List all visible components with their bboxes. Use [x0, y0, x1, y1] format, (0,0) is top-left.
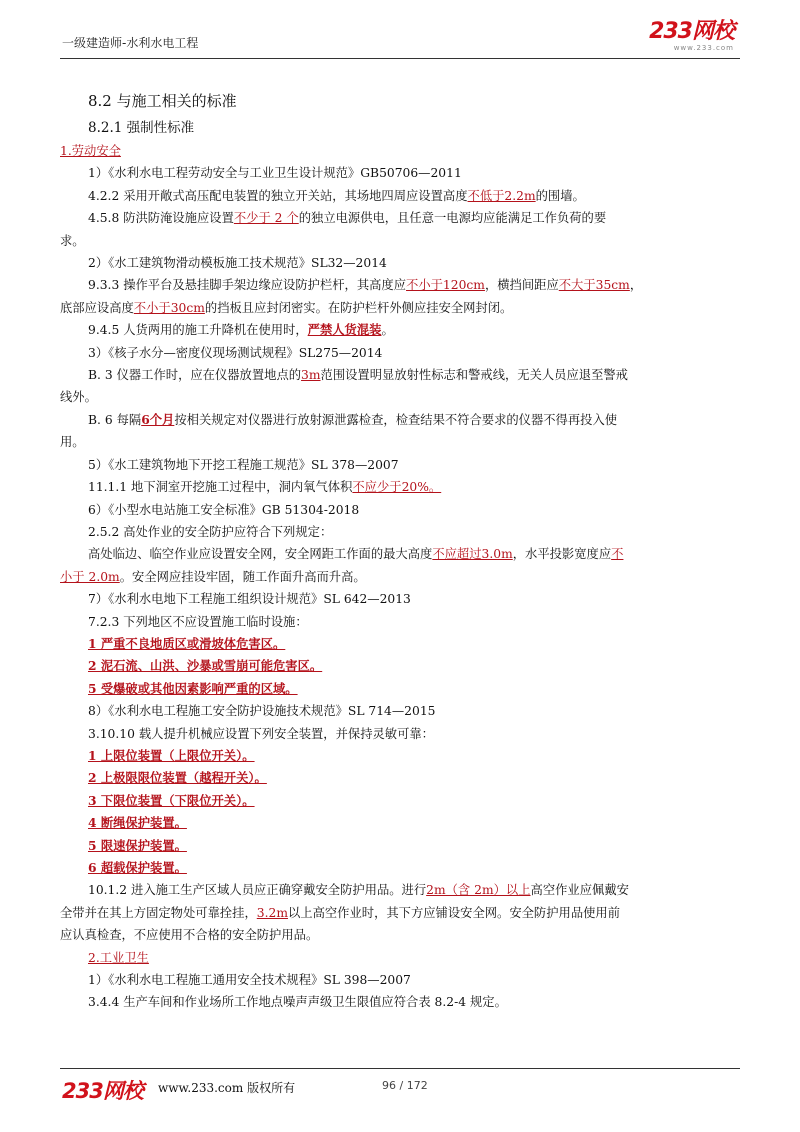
document-body	[60, 88, 738, 1014]
footer-logo: 233网校	[62, 1079, 143, 1103]
text-span: 。	[381, 323, 394, 338]
text-span: 按相关规定对仪器进行放射源泄露检查，检查结果不符合要求的仪器不得再投入使	[174, 412, 618, 427]
highlighted-text: 3 下限位装置（下限位开关）。	[88, 792, 255, 808]
text-span: 7）《水利水电地下工程施工组织设计规范》SL 642—2013	[88, 592, 411, 607]
text-span: 3）《核子水分—密度仪现场测试规程》SL275—2014	[88, 345, 383, 360]
text-span: B. 6 每隔	[88, 412, 142, 427]
text-line	[88, 454, 738, 476]
text-line	[88, 342, 738, 364]
text-span: 应认真检查，不应使用不合格的安全防护用品。	[60, 928, 319, 943]
text-line	[60, 230, 738, 252]
highlighted-text: 3m	[301, 368, 321, 383]
text-span: 9.3.3 操作平台及悬挂脚手架边缘应设防护栏杆，其高度应	[88, 278, 407, 293]
text-span: 2.5.2 高处作业的安全防护应符合下列规定：	[88, 524, 333, 539]
highlighted-text: 2m（含 2m）以上	[426, 883, 531, 898]
text-line	[88, 207, 738, 229]
highlighted-text: 不少于 2 个	[233, 211, 299, 226]
highlighted-text: 不大于35cm	[558, 278, 630, 293]
text-line	[88, 835, 738, 857]
text-line	[88, 767, 738, 789]
section-title: 8.2 与施工相关的标准	[88, 92, 237, 110]
text-span: ，横挡间距应	[484, 278, 559, 293]
text-span: 10.1.2 进入施工生产区域人员应正确穿戴安全防护用品。进行	[88, 883, 427, 898]
text-line	[88, 991, 738, 1013]
text-line	[88, 879, 738, 901]
text-span: 4.5.8 防洪防淹设施应设置	[88, 211, 234, 226]
highlighted-text: 不应少于20%。	[352, 480, 442, 495]
text-line	[88, 588, 738, 610]
header-title: 一级建造师-水利水电工程	[62, 36, 199, 50]
text-span: 3.4.4 生产车间和作业场所工作地点噪声声级卫生限值应符合表 8.2-4 规定。	[88, 995, 507, 1010]
highlighted-text: 小于 2.0m	[60, 569, 120, 584]
text-line	[88, 499, 738, 521]
highlighted-text: 6个月	[141, 411, 175, 427]
text-span: ，水平投影宽度应	[512, 547, 612, 562]
highlighted-text: 5 限速保护装置。	[88, 837, 187, 853]
page-footer	[60, 1068, 740, 1109]
text-line	[88, 723, 738, 745]
brand-logo-url: www.233.com	[673, 44, 734, 52]
text-span: 高空作业应佩戴安	[530, 883, 629, 898]
brand-logo	[649, 20, 734, 52]
highlighted-text: 不低于2.2m	[467, 188, 536, 203]
highlighted-text: 2 泥石流、山洪、沙暴或雪崩可能危害区。	[88, 658, 323, 674]
text-span: 6）《小型水电站施工安全标准》GB 51304-2018	[88, 502, 360, 517]
text-span: 的围墙。	[535, 188, 585, 203]
text-span: 2）《水工建筑物滑动模板施工技术规范》SL32—2014	[88, 256, 387, 271]
text-line	[88, 252, 738, 274]
highlighted-text: 2.工业卫生	[88, 950, 149, 965]
page-header	[60, 19, 740, 59]
highlighted-text: 不应超过3.0m	[432, 547, 513, 562]
text-span: 用。	[60, 435, 85, 450]
text-span: 9.4.5 人货两用的施工升降机在使用时，	[88, 323, 308, 338]
highlighted-text: 严禁人货混装	[307, 322, 382, 338]
highlighted-text: 1 上限位装置（上限位开关）。	[88, 747, 255, 763]
text-span: 1）《水利水电工程劳动安全与工业卫生设计规范》GB50706—2011	[88, 166, 462, 181]
subsection-title: 8.2.1 强制性标准	[88, 120, 195, 136]
text-line	[60, 566, 738, 588]
text-line	[88, 745, 738, 767]
highlighted-text: 1 严重不良地质区或滑坡体危害区。	[88, 635, 286, 651]
text-line	[88, 543, 738, 565]
page-number: 96 / 172	[382, 1079, 428, 1092]
text-line	[88, 476, 738, 498]
paragraph-list	[60, 140, 738, 1014]
text-line	[60, 902, 738, 924]
text-line	[88, 274, 738, 296]
text-line	[60, 924, 738, 946]
text-line	[88, 633, 738, 655]
text-span: 3.10.10 载人提升机械应设置下列安全装置，并保持灵敏可靠：	[88, 726, 434, 741]
text-span: 求。	[60, 233, 85, 248]
text-line	[88, 162, 738, 184]
highlighted-text: 不	[611, 547, 624, 562]
text-line	[88, 947, 738, 969]
text-span: 高处临边、临空作业应设置安全网，安全网距工作面的最大高度	[88, 547, 433, 562]
text-line	[88, 700, 738, 722]
text-line	[88, 521, 738, 543]
text-span: 5）《水工建筑物地下开挖工程施工规范》SL 378—2007	[88, 457, 399, 472]
highlighted-text: 6 超载保护装置。	[88, 860, 187, 875]
text-span: 全带并在其上方固定物处可靠拴挂，	[60, 905, 257, 920]
text-span: 线外。	[60, 390, 97, 405]
text-span: 底部应设高度	[60, 300, 134, 315]
text-line	[88, 678, 738, 700]
text-line	[88, 611, 738, 633]
text-line	[60, 431, 738, 453]
text-span: 以上高空作业时，其下方应铺设安全网。安全防护用品使用前	[287, 905, 621, 920]
highlighted-text: 5 受爆破或其他因素影响严重的区域。	[88, 680, 298, 696]
text-span: 11.1.1 地下洞室开挖施工过程中，洞内氧气体积	[88, 480, 353, 495]
text-line	[88, 319, 738, 341]
text-span: ，	[629, 278, 643, 293]
text-span: 1）《水利水电工程施工通用安全技术规程》SL 398—2007	[88, 973, 411, 988]
text-span: 的独立电源供电，且任意一电源均应能满足工作负荷的要	[298, 211, 607, 226]
text-line	[88, 655, 738, 677]
text-span: 范围设置明显放射性标志和警戒线，无关人员应退至警戒	[320, 368, 628, 383]
highlighted-text: 2 上极限限位装置（越程开关）。	[88, 770, 267, 786]
highlighted-text: 4 断绳保护装置。	[88, 815, 187, 831]
text-line	[60, 140, 738, 162]
text-line	[88, 857, 738, 879]
text-span: 8）《水利水电工程施工安全防护设施技术规范》SL 714—2015	[88, 704, 436, 719]
brand-logo-text: 233网校	[649, 19, 734, 44]
text-line	[88, 409, 738, 431]
highlighted-text: 不小于30cm	[133, 300, 205, 315]
text-line	[88, 790, 738, 812]
highlighted-text: 不小于120cm	[406, 278, 485, 293]
footer-copyright: www.233.com 版权所有	[158, 1081, 296, 1095]
text-line	[88, 364, 738, 386]
highlighted-text: 1.劳动安全	[60, 144, 121, 158]
text-line	[88, 969, 738, 991]
text-line	[60, 297, 738, 319]
text-span: 7.2.3 下列地区不应设置施工临时设施：	[88, 614, 308, 629]
highlighted-text: 3.2m	[256, 905, 288, 920]
text-line	[88, 812, 738, 834]
text-line	[60, 386, 738, 408]
text-span: 4.2.2 采用开敞式高压配电装置的独立开关站，其场地四周应设置高度	[88, 188, 468, 203]
text-span: B. 3 仪器工作时，应在仪器放置地点的	[88, 368, 302, 383]
text-line	[88, 185, 738, 207]
text-span: 的挡板且应封闭密实。在防护栏杆外侧应挂安全网封闭。	[204, 300, 513, 315]
text-span: 。安全网应挂设牢固，随工作面升高而升高。	[119, 569, 366, 584]
